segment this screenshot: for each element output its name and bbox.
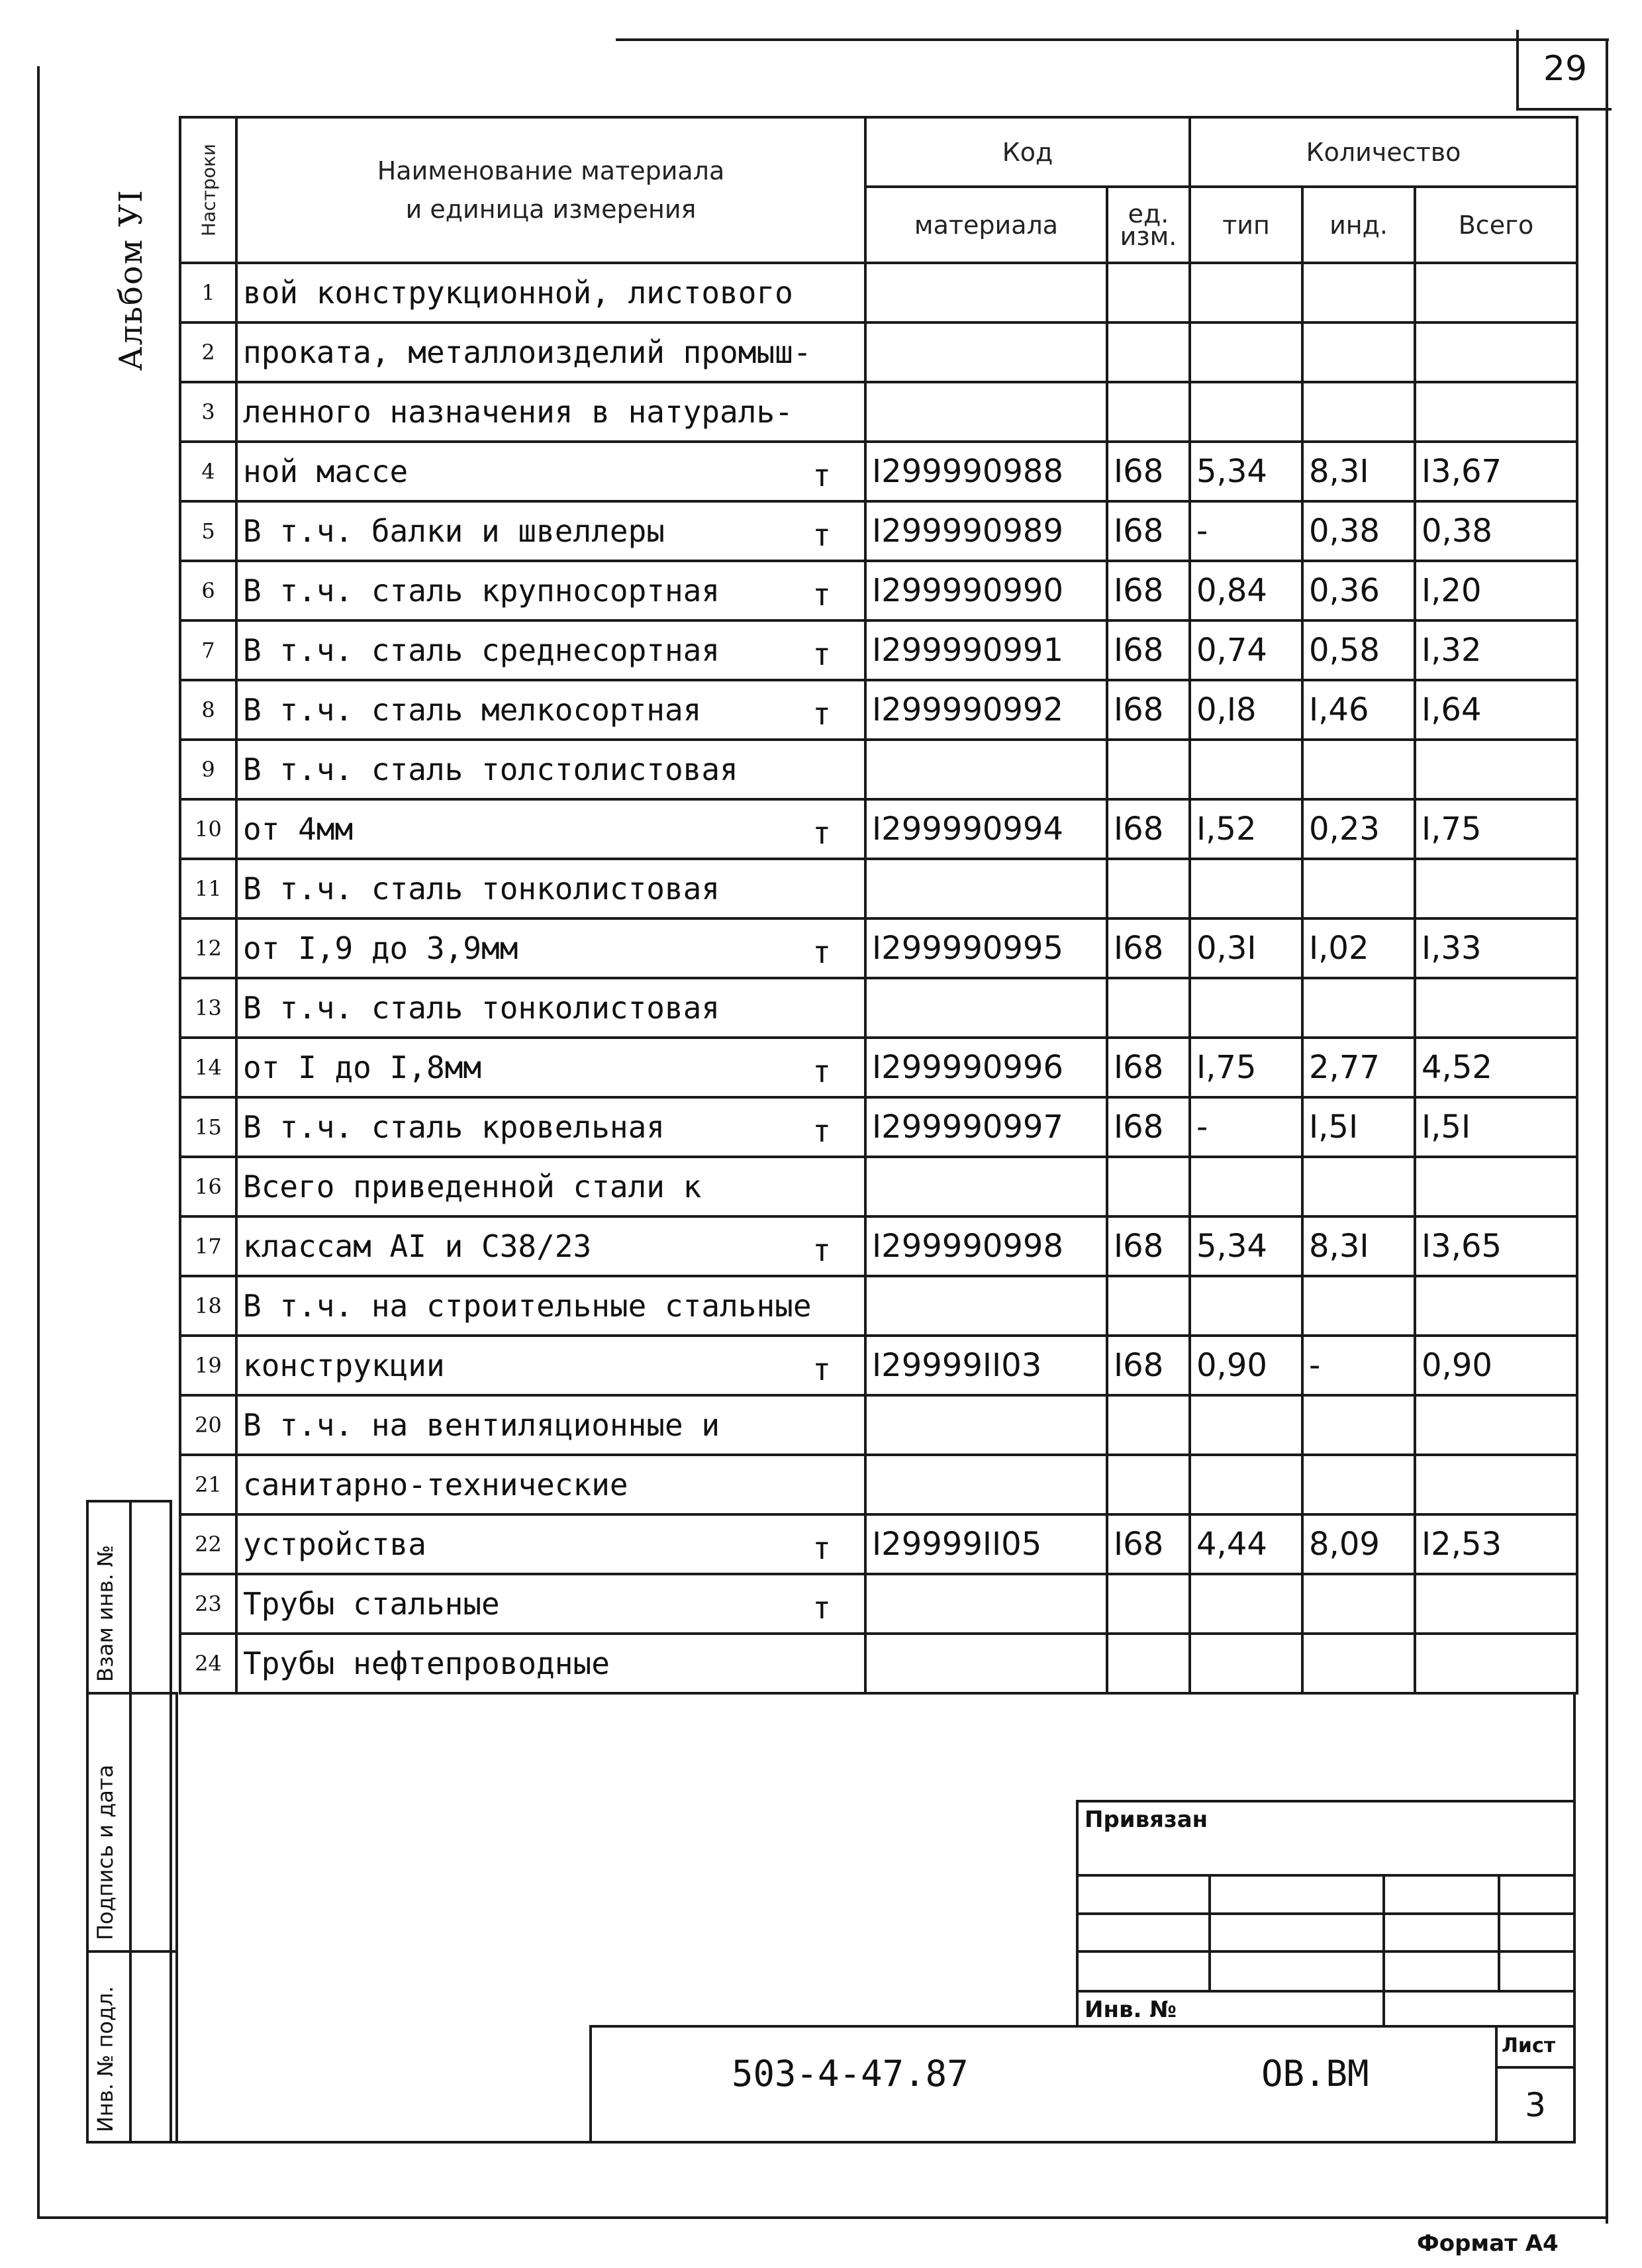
row-number: 19 — [180, 1336, 236, 1395]
table-row — [180, 1634, 1577, 1693]
material-name-text: Трубы стальные — [243, 1586, 500, 1622]
quantity-typ: 5,34 — [1190, 442, 1302, 501]
quantity-ind: 8,09 — [1302, 1514, 1415, 1574]
unit-code: I68 — [1107, 620, 1190, 680]
material-name — [236, 1157, 865, 1216]
material-name — [236, 322, 865, 382]
stamp-hline-2 — [1076, 1912, 1576, 1915]
ind-header: инд. — [1302, 187, 1415, 263]
material-code — [865, 1634, 1107, 1693]
lower-area-left-line — [175, 1692, 178, 2144]
quantity-ind: I,5I — [1302, 1097, 1415, 1157]
table-row — [180, 322, 1577, 382]
material-code — [865, 1276, 1107, 1336]
quantity-total: 4,52 — [1415, 1038, 1577, 1097]
unit-code: I68 — [1107, 561, 1190, 620]
table-row — [180, 859, 1577, 918]
quantity-total: I2,53 — [1415, 1514, 1577, 1574]
material-name-text: В т.ч. сталь тонколистовая — [243, 871, 720, 907]
material-name-text: ленного назначения в натураль- — [243, 394, 793, 430]
quantity-total: I,75 — [1415, 799, 1577, 859]
quantity-total — [1415, 1395, 1577, 1455]
row-number: 22 — [180, 1514, 236, 1574]
unit-code: I68 — [1107, 1216, 1190, 1276]
material-code — [865, 263, 1107, 322]
left-margin-line — [37, 66, 40, 2218]
format-label: Формат А4 — [1417, 2230, 1559, 2257]
materials-table — [179, 116, 1578, 1695]
quantity-typ: - — [1190, 501, 1302, 561]
table-row — [180, 382, 1577, 442]
material-code — [865, 978, 1107, 1038]
quantity-typ — [1190, 978, 1302, 1038]
unit-code: I68 — [1107, 680, 1190, 740]
material-name — [236, 442, 865, 501]
measure-unit: т — [812, 1352, 831, 1387]
sheet-number: 3 — [1525, 2086, 1546, 2124]
stamp-vline-1 — [1208, 1874, 1211, 1990]
table-row — [180, 561, 1577, 620]
table-row — [180, 1157, 1577, 1216]
quantity-total — [1415, 382, 1577, 442]
quantity-typ — [1190, 1574, 1302, 1634]
quantity-ind: 8,3I — [1302, 442, 1415, 501]
material-name-text: В т.ч. сталь мелкосортная — [243, 692, 702, 728]
unit-code — [1107, 1455, 1190, 1514]
quantity-typ — [1190, 1634, 1302, 1693]
quantity-typ: I,75 — [1190, 1038, 1302, 1097]
unit-code — [1107, 1634, 1190, 1693]
quantity-typ: I,52 — [1190, 799, 1302, 859]
quantity-typ: 0,I8 — [1190, 680, 1302, 740]
bottom-border-line — [37, 2216, 1608, 2219]
quantity-total — [1415, 1574, 1577, 1634]
document-code: 503-4-47.87 — [732, 2053, 969, 2095]
podpis-label: Подпись и дата — [93, 1764, 118, 1940]
table-row — [180, 1276, 1577, 1336]
row-number: 9 — [180, 740, 236, 799]
quantity-ind — [1302, 1395, 1415, 1455]
quantity-typ: 0,90 — [1190, 1336, 1302, 1395]
material-name — [236, 1336, 865, 1395]
material-name-text: В т.ч. сталь крупносортная — [243, 573, 720, 609]
unit-code: I68 — [1107, 1038, 1190, 1097]
row-number: 11 — [180, 859, 236, 918]
table-row — [180, 1336, 1577, 1395]
quantity-typ — [1190, 859, 1302, 918]
title-block-left — [589, 2025, 592, 2144]
material-name — [236, 859, 865, 918]
quantity-typ — [1190, 1276, 1302, 1336]
code-header: Код — [865, 117, 1190, 187]
material-name-text: санитарно-технические — [243, 1467, 628, 1503]
quantity-typ — [1190, 382, 1302, 442]
material-name — [236, 620, 865, 680]
quantity-typ: 4,44 — [1190, 1514, 1302, 1574]
material-code: I299990996 — [865, 1038, 1107, 1097]
material-code — [865, 740, 1107, 799]
quantity-total: I,33 — [1415, 918, 1577, 978]
title-block-top — [589, 2025, 1576, 2028]
quantity-typ: 5,34 — [1190, 1216, 1302, 1276]
quantity-ind: 2,77 — [1302, 1038, 1415, 1097]
material-name-text: В т.ч. сталь тонколистовая — [243, 990, 720, 1026]
unit-code — [1107, 1276, 1190, 1336]
quantity-total: 0,90 — [1415, 1336, 1577, 1395]
unit-code — [1107, 1395, 1190, 1455]
page-number: 29 — [1516, 30, 1612, 111]
material-code: I299990991 — [865, 620, 1107, 680]
name-header: Наименование материала и единица измерения — [236, 117, 865, 263]
quantity-total — [1415, 322, 1577, 382]
row-number-header: Настроки — [180, 117, 236, 263]
side-strip-sep-2 — [86, 1950, 175, 1953]
material-code — [865, 322, 1107, 382]
quantity-total: I,20 — [1415, 561, 1577, 620]
material-code — [865, 1157, 1107, 1216]
stamp-vline-3 — [1498, 1874, 1500, 1990]
right-border-line — [1606, 38, 1608, 2224]
quantity-typ — [1190, 263, 1302, 322]
quantity-ind — [1302, 1634, 1415, 1693]
unit-code — [1107, 978, 1190, 1038]
row-number: 14 — [180, 1038, 236, 1097]
material-name — [236, 382, 865, 442]
quantity-total — [1415, 978, 1577, 1038]
row-number: 12 — [180, 918, 236, 978]
unit-code — [1107, 263, 1190, 322]
quantity-typ — [1190, 1395, 1302, 1455]
quantity-ind: 8,3I — [1302, 1216, 1415, 1276]
lower-area-bottom-line — [86, 2141, 1576, 2144]
table-row — [180, 918, 1577, 978]
quantity-ind: 0,23 — [1302, 799, 1415, 859]
material-name-text: В т.ч. на вентиляционные и — [243, 1407, 720, 1443]
material-name — [236, 1216, 865, 1276]
table-row — [180, 501, 1577, 561]
material-name-text: В т.ч. балки и швеллеры — [243, 513, 665, 549]
quantity-total — [1415, 1455, 1577, 1514]
material-name — [236, 918, 865, 978]
quantity-header: Количество — [1190, 117, 1577, 187]
stamp-top-line — [1076, 1800, 1576, 1802]
table-row — [180, 1216, 1577, 1276]
row-number: 15 — [180, 1097, 236, 1157]
row-number: 21 — [180, 1455, 236, 1514]
quantity-total: I3,67 — [1415, 442, 1577, 501]
material-name — [236, 680, 865, 740]
unit-code: I68 — [1107, 1097, 1190, 1157]
table-row — [180, 978, 1577, 1038]
row-number: 7 — [180, 620, 236, 680]
material-name — [236, 978, 865, 1038]
row-number: 6 — [180, 561, 236, 620]
quantity-ind — [1302, 1157, 1415, 1216]
quantity-ind — [1302, 740, 1415, 799]
unit-code — [1107, 1574, 1190, 1634]
quantity-ind — [1302, 859, 1415, 918]
quantity-total — [1415, 1157, 1577, 1216]
row-number: 2 — [180, 322, 236, 382]
table-row — [180, 263, 1577, 322]
unit-code — [1107, 322, 1190, 382]
material-name-text: проката, металлоизделий промыш- — [243, 334, 812, 370]
quantity-ind: 0,38 — [1302, 501, 1415, 561]
material-name — [236, 561, 865, 620]
quantity-total — [1415, 859, 1577, 918]
quantity-typ — [1190, 322, 1302, 382]
table-row — [180, 620, 1577, 680]
unit-code: I68 — [1107, 1514, 1190, 1574]
quantity-ind: 0,36 — [1302, 561, 1415, 620]
inv-podl-label: Инв. № подл. — [93, 1986, 118, 2132]
unit-code: I68 — [1107, 799, 1190, 859]
quantity-typ: 0,3I — [1190, 918, 1302, 978]
measure-unit: т — [812, 696, 831, 732]
table-row — [180, 740, 1577, 799]
row-number: 1 — [180, 263, 236, 322]
material-code — [865, 859, 1107, 918]
material-code: I299990990 — [865, 561, 1107, 620]
row-number: 4 — [180, 442, 236, 501]
quantity-ind: I,46 — [1302, 680, 1415, 740]
material-name-text: ной массе — [243, 454, 409, 489]
material-name-text: от 4мм — [243, 811, 354, 847]
quantity-total: 0,38 — [1415, 501, 1577, 561]
table-row — [180, 1395, 1577, 1455]
row-number: 10 — [180, 799, 236, 859]
quantity-total — [1415, 740, 1577, 799]
material-name — [236, 799, 865, 859]
material-name — [236, 1038, 865, 1097]
unit-code: I68 — [1107, 501, 1190, 561]
row-number: 23 — [180, 1574, 236, 1634]
measure-unit: т — [812, 636, 831, 672]
typ-header: тип — [1190, 187, 1302, 263]
unit-code: I68 — [1107, 442, 1190, 501]
material-code: I299990994 — [865, 799, 1107, 859]
material-name — [236, 1634, 865, 1693]
material-name — [236, 740, 865, 799]
row-number: 17 — [180, 1216, 236, 1276]
row-number: 16 — [180, 1157, 236, 1216]
stamp-vline-2 — [1382, 1874, 1385, 2025]
unit-code — [1107, 1157, 1190, 1216]
table-row — [180, 442, 1577, 501]
material-name-text: В т.ч. сталь среднесортная — [243, 632, 720, 668]
material-code: I299990992 — [865, 680, 1107, 740]
measure-unit: т — [812, 1054, 831, 1089]
document-mark: ОВ.ВМ — [1261, 2053, 1369, 2095]
material-name-text: вой конструкционной, листового — [243, 275, 793, 311]
side-strip-sep-1 — [86, 1692, 175, 1695]
sheet-label: Лист — [1502, 2034, 1556, 2057]
quantity-ind: 0,58 — [1302, 620, 1415, 680]
quantity-typ — [1190, 1157, 1302, 1216]
table-row — [180, 1514, 1577, 1574]
album-label: Альбом УI — [113, 188, 150, 371]
material-code: I299990988 — [865, 442, 1107, 501]
stamp-inv-label: Инв. № — [1085, 1997, 1177, 2023]
quantity-total: I,64 — [1415, 680, 1577, 740]
table-row — [180, 1038, 1577, 1097]
quantity-ind — [1302, 1276, 1415, 1336]
stamp-hline-1 — [1076, 1874, 1576, 1877]
table-row — [180, 799, 1577, 859]
unit-code: I68 — [1107, 1336, 1190, 1395]
quantity-total: I3,65 — [1415, 1216, 1577, 1276]
stamp-hline-4 — [1076, 1990, 1576, 1993]
material-name-text: устройства — [243, 1526, 426, 1562]
quantity-typ — [1190, 740, 1302, 799]
material-name-text: от I до I,8мм — [243, 1050, 482, 1085]
unit-code: I68 — [1107, 918, 1190, 978]
stamp-hline-3 — [1076, 1950, 1576, 1953]
quantity-ind: I,02 — [1302, 918, 1415, 978]
material-code: I299990989 — [865, 501, 1107, 561]
material-name — [236, 1514, 865, 1574]
measure-unit: т — [812, 517, 831, 553]
material-name — [236, 1276, 865, 1336]
measure-unit: т — [812, 934, 831, 970]
measure-unit: т — [812, 815, 831, 851]
material-code — [865, 1574, 1107, 1634]
row-number: 24 — [180, 1634, 236, 1693]
unit-code — [1107, 859, 1190, 918]
material-code: I299990998 — [865, 1216, 1107, 1276]
material-name — [236, 501, 865, 561]
quantity-ind: - — [1302, 1336, 1415, 1395]
material-name-text: В т.ч. сталь кровельная — [243, 1109, 665, 1145]
measure-unit: т — [812, 1590, 831, 1626]
quantity-typ: - — [1190, 1097, 1302, 1157]
measure-unit: т — [812, 1232, 831, 1268]
quantity-typ — [1190, 1455, 1302, 1514]
material-name-text: В т.ч. сталь толстолистовая — [243, 752, 738, 787]
privyazan-label: Привязан — [1085, 1806, 1208, 1833]
material-name-text: конструкции — [243, 1348, 445, 1383]
unit-code — [1107, 740, 1190, 799]
row-number: 5 — [180, 501, 236, 561]
total-header: Всего — [1415, 187, 1577, 263]
material-name — [236, 1455, 865, 1514]
row-number: 18 — [180, 1276, 236, 1336]
table-row — [180, 1574, 1577, 1634]
measure-unit: т — [812, 458, 831, 493]
quantity-ind — [1302, 263, 1415, 322]
side-strip-divider — [129, 1500, 132, 2144]
material-code — [865, 1395, 1107, 1455]
material-code: I299990997 — [865, 1097, 1107, 1157]
table-row — [180, 680, 1577, 740]
quantity-total: I,32 — [1415, 620, 1577, 680]
measure-unit: т — [812, 1113, 831, 1149]
material-name-text: от I,9 до 3,9мм — [243, 930, 518, 966]
quantity-ind — [1302, 978, 1415, 1038]
material-code: I29999II03 — [865, 1336, 1107, 1395]
quantity-total — [1415, 1276, 1577, 1336]
vzam-label: Взам инв. № — [93, 1544, 118, 1682]
quantity-typ: 0,74 — [1190, 620, 1302, 680]
unit-header: ед. изм. — [1107, 187, 1190, 263]
quantity-total — [1415, 263, 1577, 322]
material-code: I29999II05 — [865, 1514, 1107, 1574]
material-code-header: материала — [865, 187, 1107, 263]
material-name-text: Всего приведенной стали к — [243, 1169, 702, 1205]
quantity-ind — [1302, 1574, 1415, 1634]
material-name — [236, 263, 865, 322]
quantity-total: I,5I — [1415, 1097, 1577, 1157]
top-border-line — [616, 38, 1609, 41]
material-name — [236, 1574, 865, 1634]
row-number: 8 — [180, 680, 236, 740]
material-code — [865, 1455, 1107, 1514]
row-number: 20 — [180, 1395, 236, 1455]
measure-unit: т — [812, 577, 831, 613]
quantity-total — [1415, 1634, 1577, 1693]
measure-unit: т — [812, 1530, 831, 1566]
unit-code — [1107, 382, 1190, 442]
row-number: 3 — [180, 382, 236, 442]
material-name-text: классам AI и С38/23 — [243, 1228, 592, 1264]
row-number: 13 — [180, 978, 236, 1038]
material-code — [865, 382, 1107, 442]
material-name — [236, 1097, 865, 1157]
material-name-text: В т.ч. на строительные стальные — [243, 1288, 812, 1324]
material-code: I299990995 — [865, 918, 1107, 978]
quantity-typ: 0,84 — [1190, 561, 1302, 620]
quantity-ind — [1302, 322, 1415, 382]
quantity-ind — [1302, 382, 1415, 442]
material-name-text: Трубы нефтепроводные — [243, 1646, 610, 1681]
table-row — [180, 1097, 1577, 1157]
quantity-ind — [1302, 1455, 1415, 1514]
material-name — [236, 1395, 865, 1455]
table-row — [180, 1455, 1577, 1514]
